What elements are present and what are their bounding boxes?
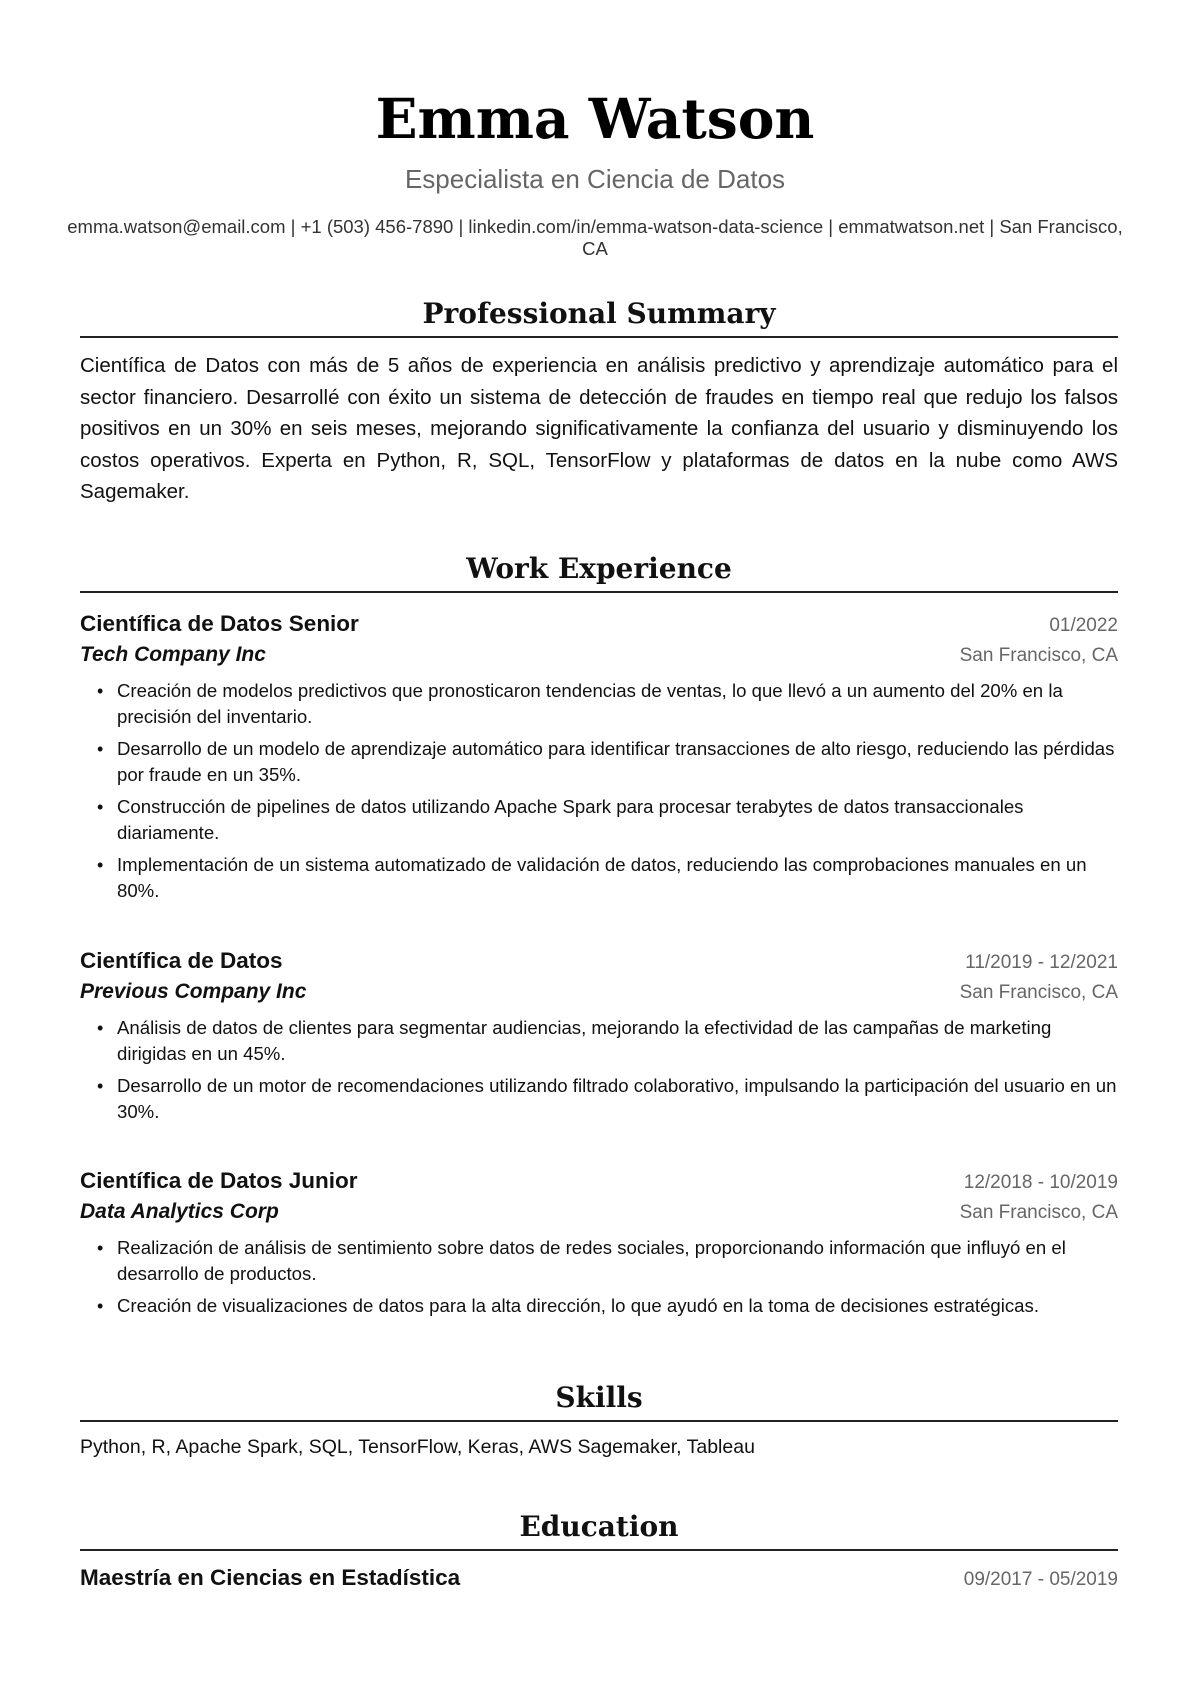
section-title-experience: Work Experience: [80, 551, 1118, 593]
job-bullets: [80, 1015, 1118, 1125]
job-title: Científica de Datos: [80, 948, 283, 973]
job-bullet: • Creación de modelos predictivos que pronosticaron tendencias de ventas, lo que llevó a un aumento del 20% en la precisión del inventario.: [117, 678, 1118, 730]
job-bullet: • Realización de análisis de sentimiento sobre datos de redes sociales, proporcionando información que influyó en el desarrollo de productos.: [117, 1235, 1118, 1287]
company-name: Previous Company Inc: [80, 980, 307, 1003]
job-title: Científica de Datos Senior: [80, 611, 359, 636]
job-entry: [80, 946, 1118, 1131]
skills-list: Python, R, Apache Spark, SQL, TensorFlow, Keras, AWS Sagemaker, Tableau: [80, 1436, 755, 1458]
job-entry: [80, 1166, 1118, 1325]
job-location: San Francisco, CA: [959, 645, 1118, 666]
resume-header: [0, 0, 1190, 260]
job-title: Científica de Datos Junior: [80, 1168, 358, 1193]
job-date: 11/2019 - 12/2021: [965, 952, 1118, 973]
job-bullet: • Creación de visualizaciones de datos para la alta dirección, lo que ayudó en la toma de decisiones estratégicas.: [117, 1293, 1118, 1319]
job-bullets: [80, 678, 1118, 904]
summary-section: [80, 296, 1118, 508]
job-date: 01/2022: [1049, 615, 1118, 636]
job-bullet: • Desarrollo de un modelo de aprendizaje automático para identificar transacciones de alto riesgo, reduciendo las pérdidas por fraude en un 35%.: [117, 736, 1118, 788]
skills-section: [80, 1380, 1118, 1460]
job-location: San Francisco, CA: [959, 982, 1118, 1003]
job-bullet: • Desarrollo de un motor de recomendaciones utilizando filtrado colaborativo, impulsando la participación del usuario en un 30%.: [117, 1073, 1118, 1125]
job-entry: [80, 609, 1118, 910]
section-title-summary: Professional Summary: [80, 296, 1118, 338]
degree-title: Maestría en Ciencias en Estadística: [80, 1565, 461, 1590]
company-name: Tech Company Inc: [80, 643, 266, 666]
summary-text: Científica de Datos con más de 5 años de experiencia en análisis predictivo y aprendizaje automático para el sector financiero. Desarrollé con éxito un sistema de detección de fraudes en tiempo real que redujo los falsos positivos en un 30% en seis meses, mejorando significativamente la confianza del usuario y disminuyendo los costos operativos. Experta en Python, R, SQL, TensorFlow y plataformas de datos en la nube como AWS Sagemaker.: [80, 354, 1118, 503]
section-title-skills: Skills: [80, 1380, 1118, 1422]
education-entry: [80, 1563, 1118, 1595]
job-bullets: [80, 1235, 1118, 1319]
company-name: Data Analytics Corp: [80, 1200, 279, 1223]
job-bullet: • Análisis de datos de clientes para segmentar audiencias, mejorando la efectividad de las campañas de marketing dirigidas en un 45%.: [117, 1015, 1118, 1067]
job-date: 12/2018 - 10/2019: [963, 1172, 1118, 1193]
experience-section: [80, 551, 1118, 1316]
section-title-education: Education: [80, 1509, 1118, 1551]
job-bullet: • Construcción de pipelines de datos utilizando Apache Spark para procesar terabytes de datos transaccionales diariamente.: [117, 794, 1118, 846]
candidate-name: Emma Watson: [375, 86, 815, 151]
education-section: [80, 1509, 1118, 1595]
job-location: San Francisco, CA: [959, 1202, 1118, 1223]
education-date: 09/2017 - 05/2019: [963, 1569, 1118, 1590]
job-bullet: • Implementación de un sistema automatizado de validación de datos, reduciendo las comprobaciones manuales en un 80%.: [117, 852, 1118, 904]
candidate-headline: Especialista en Ciencia de Datos: [404, 164, 786, 194]
contact-line: emma.watson@email.com | +1 (503) 456-7890 | linkedin.com/in/emma-watson-data-science | emmatwatson.net | San Francisco, CA: [67, 216, 1123, 259]
